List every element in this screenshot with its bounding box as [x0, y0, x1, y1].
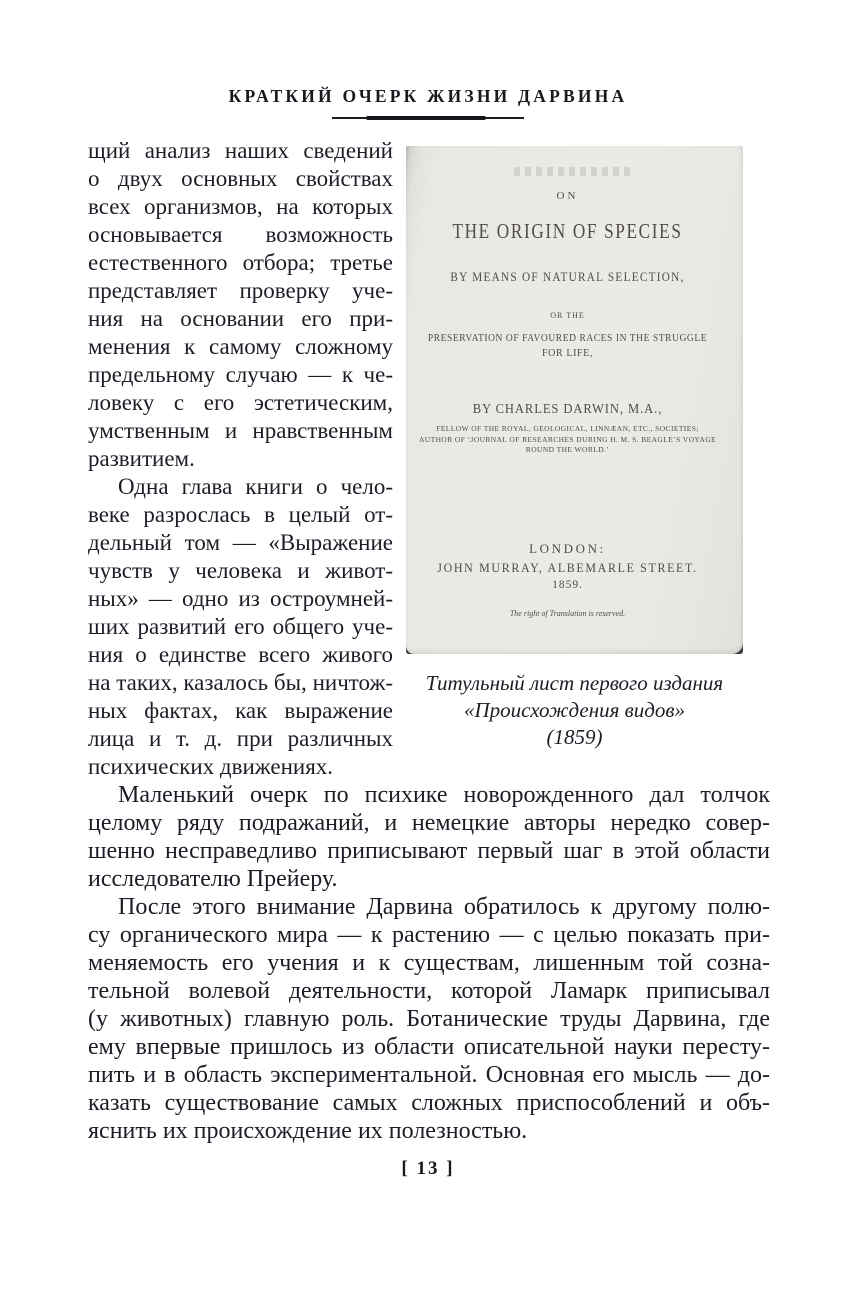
scan-author-line2: ROUND THE WORLD.’: [525, 445, 610, 454]
scan-byline: BY CHARLES DARWIN, M.A.,: [472, 402, 663, 417]
text-line: дельный том — «Выражение: [88, 530, 393, 555]
scan-year: 1859.: [552, 579, 583, 591]
text-line: После этого внимание Дарвина обратилось к другому полю-: [118, 894, 770, 920]
left-text-column: [88, 137, 393, 781]
text-line: ния о единстве всего живого: [88, 642, 393, 667]
text-line: естественного отбора; третье: [88, 250, 393, 275]
header-rule: [332, 115, 524, 121]
scan-publisher: JOHN MURRAY, ALBEMARLE STREET.: [437, 560, 698, 575]
scan-subtitle: BY MEANS OF NATURAL SELECTION,: [450, 270, 685, 284]
scan-or-the: OR THE: [550, 311, 585, 320]
page-number: [ 13 ]: [401, 1158, 455, 1179]
text-line: развитием.: [88, 446, 195, 471]
text-line: умственным и нравственным: [88, 418, 393, 443]
text-line: ших развитий его общего уче-: [88, 614, 393, 639]
figure-caption: [406, 670, 743, 751]
text-line: предельному случаю — к че-: [88, 362, 393, 387]
scan-title: THE ORIGIN OF SPECIES: [452, 219, 683, 243]
paragraph: [88, 893, 770, 1145]
text-line: тельной волевой деятельности, которой Ламарк приписывал: [88, 978, 770, 1004]
text-line: ния на основании его при-: [88, 306, 393, 331]
text-line: щий анализ наших сведений: [88, 138, 393, 163]
text-line: Одна глава книги о чело-: [118, 474, 393, 499]
scan-london: LONDON:: [529, 541, 606, 556]
text-line: казать существование самых сложных приспособлений и объ-: [88, 1090, 770, 1116]
scan-for-life: FOR LIFE,: [542, 348, 593, 359]
caption-line: «Происхождения видов»: [463, 698, 685, 722]
text-line: представляет проверку уче-: [88, 278, 393, 303]
text-line: всех организмов, на которых: [88, 194, 393, 219]
text-line: ловеку с его эстетическим,: [88, 390, 393, 415]
scanned-title-page-image: [406, 146, 743, 654]
text-line: чувств у человека и живот-: [88, 558, 393, 583]
scan-paper: [406, 146, 743, 654]
scan-preservation: PRESERVATION OF FAVOURED RACES IN THE STRUGGLE: [427, 333, 708, 344]
text-line: исследователю Прейеру.: [88, 866, 338, 892]
title-page-figure: [406, 137, 743, 781]
text-line: о двух основных свойствах: [88, 166, 393, 191]
text-line: су органического мира — к растению — с целью показать при-: [88, 922, 770, 948]
faint-stamp-mark: [514, 167, 632, 176]
caption-line: (1859): [546, 725, 603, 749]
text-line: психических движениях.: [88, 754, 334, 779]
text-line: меняемость его учения и к существам, лишенным той созна-: [88, 950, 770, 976]
text-line: на таких, казалось бы, ничтож-: [88, 670, 393, 695]
paragraph: [88, 781, 770, 893]
text-line: ных» — одно из остроумней-: [88, 586, 393, 611]
caption-line: Титульный лист первого издания: [425, 671, 724, 695]
text-line: основывается возможность: [88, 222, 393, 247]
text-line: лица и т. д. при различных: [88, 726, 393, 751]
scan-on: ON: [556, 190, 579, 202]
scan-rights-note: The right of Translation is reserved.: [509, 609, 626, 618]
two-column-section: [88, 137, 856, 781]
text-line: менения к самому сложному: [88, 334, 393, 359]
full-width-text: [88, 781, 770, 1145]
paragraph: [88, 137, 393, 473]
text-line: пить и в область экспериментальной. Основная его мысль — до-: [88, 1062, 770, 1088]
text-line: ему впервые пришлось из области описательной науки пересту-: [88, 1034, 770, 1060]
scan-fellow-line: FELLOW OF THE ROYAL, GEOLOGICAL, LINNÆAN, ETC., SOCIETIES;: [436, 424, 699, 433]
text-line: яснить их происхождение их полезностью.: [88, 1118, 528, 1144]
text-line: целому ряду подражаний, и немецкие авторы нередко совер-: [88, 810, 770, 836]
text-line: веке разрослась в целый от-: [88, 502, 393, 527]
text-line: ных фактах, как выражение: [88, 698, 393, 723]
text-line: (у животных) главную роль. Ботанические труды Дарвина, где: [88, 1006, 770, 1032]
paragraph: [88, 473, 393, 781]
scan-author-line1: AUTHOR OF ‘JOURNAL OF RESEARCHES DURING H. M. S. BEAGLE’S VOYAGE: [418, 435, 717, 444]
text-line: Маленький очерк по психике новорожденного дал толчок: [118, 782, 770, 808]
text-line: шенно несправедливо приписывают первый шаг в этой области: [88, 838, 770, 864]
running-head: КРАТКИЙ ОЧЕРК ЖИЗНИ ДАРВИНА: [228, 86, 628, 106]
rule-thick-line: [366, 116, 486, 120]
